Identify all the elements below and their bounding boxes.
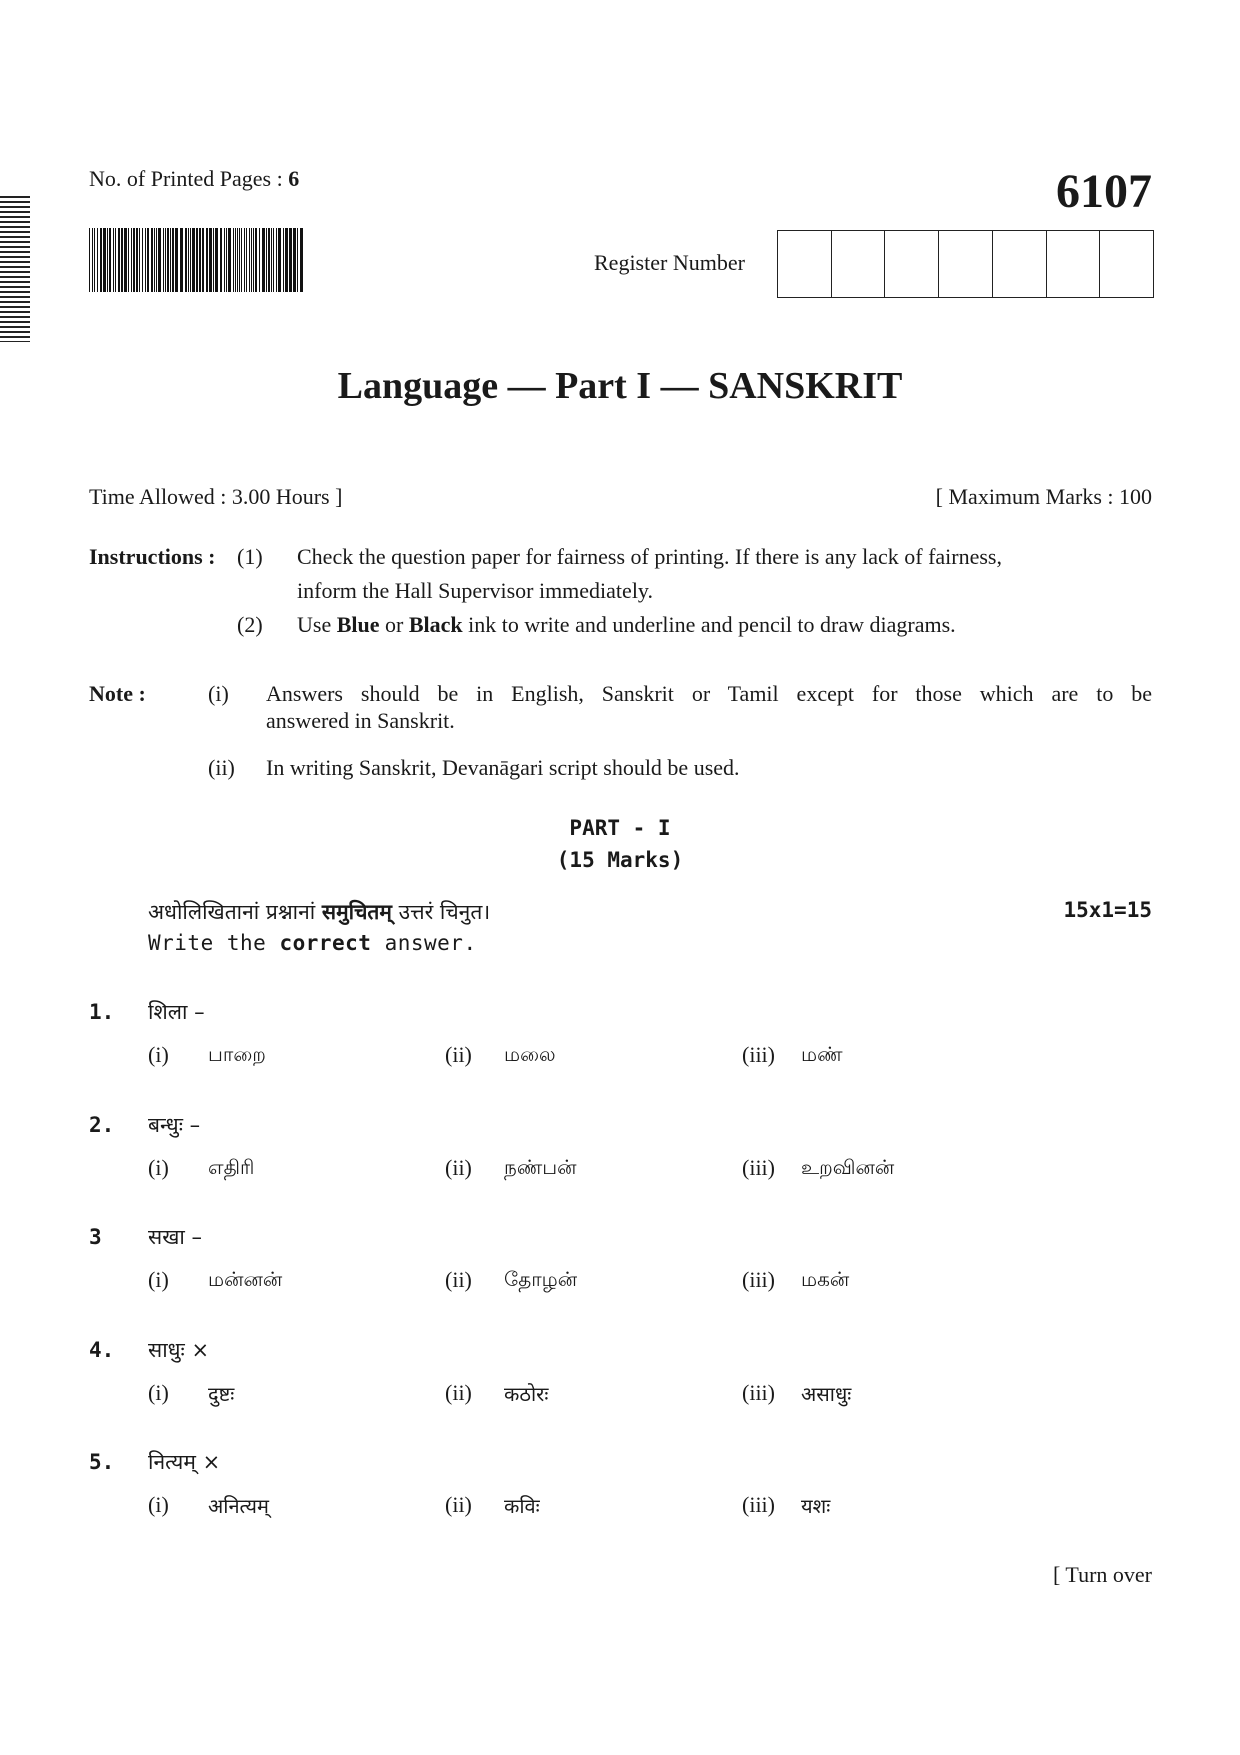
instruction-2-text: [297, 609, 956, 641]
option-text: असाधुः: [801, 1382, 852, 1406]
question-word: नित्यम् ×: [148, 1450, 221, 1474]
paper-code: 6107: [1056, 165, 1152, 218]
option-text: कठोरः: [504, 1382, 549, 1406]
instr-eng-bold: correct: [279, 931, 372, 955]
option-number: (iii): [742, 1042, 775, 1067]
option-number: (i): [148, 1380, 169, 1405]
option-text: दुष्टः: [208, 1382, 235, 1406]
question-instruction-english: [148, 931, 477, 955]
printed-pages-label: No. of Printed Pages :: [89, 166, 283, 191]
register-number-boxes: [777, 230, 1154, 298]
question-word: साधुः ×: [148, 1338, 210, 1362]
question-word: शिला –: [148, 1000, 205, 1024]
option-text: अनित्यम्: [208, 1494, 269, 1518]
register-digit-box: [778, 231, 832, 297]
register-number-label: Register Number: [594, 250, 745, 275]
option-number: (iii): [742, 1267, 775, 1292]
question-number: 3: [89, 1225, 102, 1249]
question-number: 2.: [89, 1113, 115, 1137]
printed-pages: [89, 166, 299, 192]
question-number: 1.: [89, 1000, 115, 1024]
maximum-marks: [ Maximum Marks : 100: [935, 484, 1152, 509]
option-text: மண்: [801, 1042, 843, 1066]
instr-skt-bold: समुचितम्: [321, 900, 392, 924]
note-1-num: (i): [208, 681, 229, 706]
register-digit-box: [1047, 231, 1101, 297]
instr-skt-post: उत्तरं चिनुत।: [391, 900, 491, 924]
instr-eng-post: answer.: [371, 931, 477, 955]
register-digit-box: [832, 231, 886, 297]
instruction-1-line2: inform the Hall Supervisor immediately.: [297, 578, 653, 603]
turn-over: [ Turn over: [1052, 1562, 1152, 1587]
marks-formula: 15x1=15: [1063, 898, 1152, 922]
option-number: (ii): [445, 1042, 472, 1067]
note-1-line1: Answers should be in English, Sanskrit or Tamil except for those which are to be: [266, 681, 1152, 706]
option-text: மலை: [504, 1042, 556, 1066]
part-marks: (15 Marks): [556, 848, 684, 872]
paper-title: Language — Part I — SANSKRIT: [337, 365, 903, 407]
instruction-2-pre: Use: [297, 612, 337, 637]
register-digit-box: [939, 231, 993, 297]
question-instruction-sanskrit: [148, 898, 490, 926]
side-tick-marks: [0, 196, 30, 342]
instr-eng-pre: Write the: [148, 931, 280, 955]
option-text: பாறை: [208, 1042, 266, 1066]
register-digit-box: [993, 231, 1047, 297]
option-number: (ii): [445, 1380, 472, 1405]
option-number: (iii): [742, 1492, 775, 1517]
option-text: कविः: [504, 1494, 540, 1518]
instruction-2-blue: Blue: [336, 612, 380, 637]
printed-pages-value: 6: [288, 166, 300, 191]
option-number: (iii): [742, 1380, 775, 1405]
note-2-line1: In writing Sanskrit, Devanāgari script should be used.: [266, 755, 740, 780]
option-text: மன்னன்: [208, 1267, 283, 1291]
option-text: தோழன்: [504, 1267, 578, 1291]
time-allowed: Time Allowed : 3.00 Hours ]: [89, 484, 343, 509]
question-number: 5.: [89, 1450, 115, 1474]
instructions-label: Instructions :: [89, 544, 216, 569]
barcode: [89, 228, 307, 292]
option-number: (i): [148, 1042, 169, 1067]
instr-skt-pre: अधोलिखितानां प्रश्नानां: [148, 900, 322, 924]
option-text: எதிரி: [208, 1155, 255, 1179]
instruction-1-line1: Check the question paper for fairness of printing. If there is any lack of fairness,: [297, 544, 1002, 569]
instruction-2-num: (2): [237, 612, 263, 637]
note-label: Note :: [89, 681, 146, 706]
option-text: உறவினன்: [801, 1155, 895, 1179]
instruction-1-num: (1): [237, 544, 263, 569]
option-number: (ii): [445, 1267, 472, 1292]
note-2-num: (ii): [208, 755, 235, 780]
option-number: (i): [148, 1267, 169, 1292]
question-number: 4.: [89, 1338, 115, 1362]
option-text: यशः: [801, 1494, 831, 1518]
question-word: सखा –: [148, 1225, 202, 1249]
instruction-2-mid: or: [379, 612, 409, 637]
option-text: நண்பன்: [504, 1155, 577, 1179]
register-digit-box: [885, 231, 939, 297]
option-number: (i): [148, 1492, 169, 1517]
option-number: (i): [148, 1155, 169, 1180]
option-number: (ii): [445, 1155, 472, 1180]
instruction-2-post: ink to write and underline and pencil to draw diagrams.: [462, 612, 956, 637]
option-number: (ii): [445, 1492, 472, 1517]
register-digit-box: [1100, 231, 1153, 297]
option-number: (iii): [742, 1155, 775, 1180]
part-heading: [0, 812, 1240, 876]
question-word: बन्धुः –: [148, 1113, 201, 1137]
instruction-2-black: Black: [408, 612, 463, 637]
part-title: PART - I: [569, 816, 671, 840]
option-text: மகன்: [801, 1267, 850, 1291]
note-1-line2: answered in Sanskrit.: [266, 708, 455, 733]
